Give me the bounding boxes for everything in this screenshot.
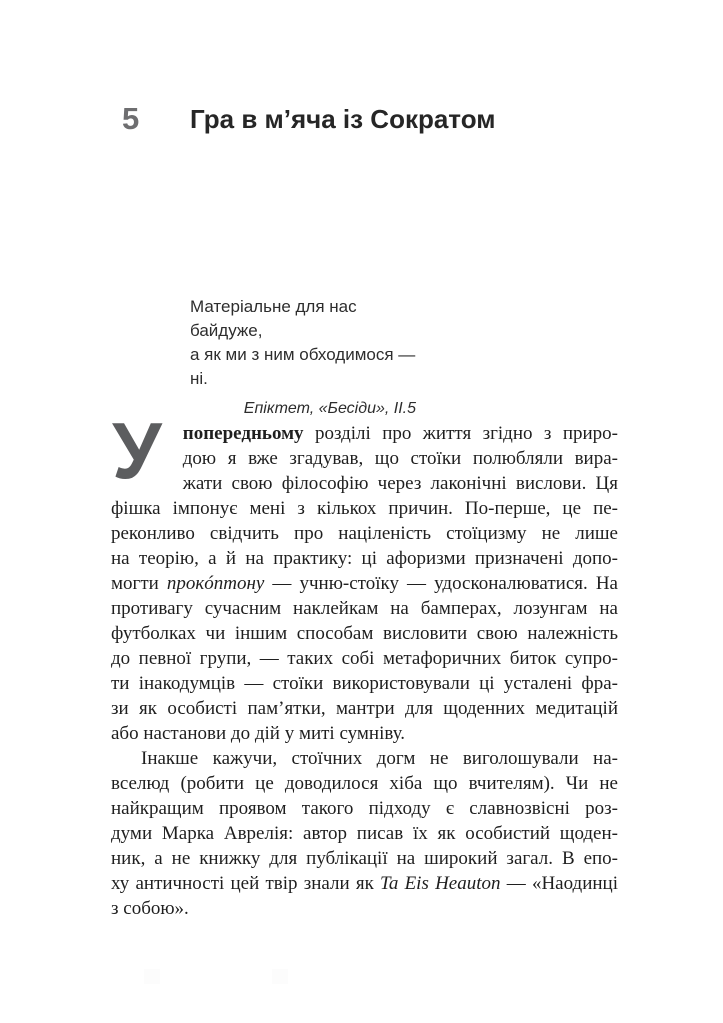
- body-line: [111, 471, 618, 496]
- text: фішка імпонує мені з кількох причин. По-перше, це пе-: [111, 498, 618, 519]
- text: зи як особисті пам’ятки, мантри для щоденних медитацій: [111, 698, 618, 719]
- body-line: [111, 846, 618, 871]
- chapter-header: [0, 102, 723, 138]
- body-line: [111, 721, 618, 746]
- text: до певної групи, — таких собі метафоричних биток супро-: [111, 648, 618, 669]
- text: ху античності цей твір знали як: [111, 873, 381, 894]
- body-line: [111, 446, 618, 471]
- bold-text: попередньому: [182, 423, 304, 444]
- text: жати свою філософію через лаконічні вислови. Ця: [182, 473, 618, 494]
- epigraph-line: а як ми з ним обходимося — ні.: [190, 345, 416, 388]
- drop-cap: У: [112, 406, 162, 495]
- body-line: [111, 646, 618, 671]
- body-line: [111, 421, 618, 446]
- faint-mark: [272, 969, 288, 984]
- body-line: [111, 621, 618, 646]
- body-line: [111, 871, 618, 896]
- body-line: [111, 521, 618, 546]
- text: Інакше кажучи, стоїчних догм не виголошували на-: [141, 748, 618, 769]
- epigraph: [190, 295, 416, 418]
- italic-text: Ta Eis Heauton: [380, 873, 501, 894]
- text: розділі про життя згідно з приро-: [303, 423, 618, 444]
- text: з собою».: [111, 898, 189, 919]
- body-line: [111, 696, 618, 721]
- text: ник, а не книжку для публікації на широкий загал. В епо-: [111, 848, 618, 869]
- text: найкращим проявом такого підходу є славнозвісні роз-: [111, 798, 618, 819]
- body-line: [111, 821, 618, 846]
- text: на теорію, а й на практику: ці афоризми призначені допо-: [111, 548, 618, 569]
- epigraph-attribution: Епіктет, «Бесіди», II.5: [243, 400, 416, 417]
- italic-text: прокóптону: [166, 573, 265, 594]
- text: — учню-стоїку — удосконалюватися. На: [264, 573, 618, 594]
- body-line: [111, 671, 618, 696]
- body-line: [111, 596, 618, 621]
- text: ти інакодумців — стоїки використовували ці усталені фра-: [111, 673, 618, 694]
- text: реконливо свідчить про націленість стоїцизму не лише: [111, 523, 618, 544]
- body-line: [111, 771, 618, 796]
- chapter-title: Гра в м’яча із Сократом: [190, 104, 496, 134]
- chapter-number: 5: [122, 101, 140, 136]
- text: — «Наодинці: [500, 873, 618, 894]
- faint-mark: [144, 969, 160, 984]
- text: думи Марка Аврелія: автор писав їх як особистий щоден-: [111, 823, 618, 844]
- body-line: [111, 746, 618, 771]
- body-line: [111, 546, 618, 571]
- text: могти: [111, 573, 167, 594]
- body-line: [111, 896, 618, 921]
- epigraph-line: Матеріальне для нас байдуже,: [190, 297, 357, 340]
- text: вселюд (робити це доводилося хіба що вчителям). Чи не: [111, 773, 618, 794]
- paragraph: [111, 746, 618, 921]
- text: противагу сучасним наклейкам на бамперах, лозунгам на: [111, 598, 618, 619]
- text: дою я вже згадував, що стоїки полюбляли вира-: [182, 448, 618, 469]
- text: футболках чи іншим способам висловити свою належність: [111, 623, 618, 644]
- body-line: [111, 571, 618, 596]
- body-line: [111, 796, 618, 821]
- text: або настанови до дій у миті сумніву.: [111, 723, 406, 744]
- body-line: [111, 496, 618, 521]
